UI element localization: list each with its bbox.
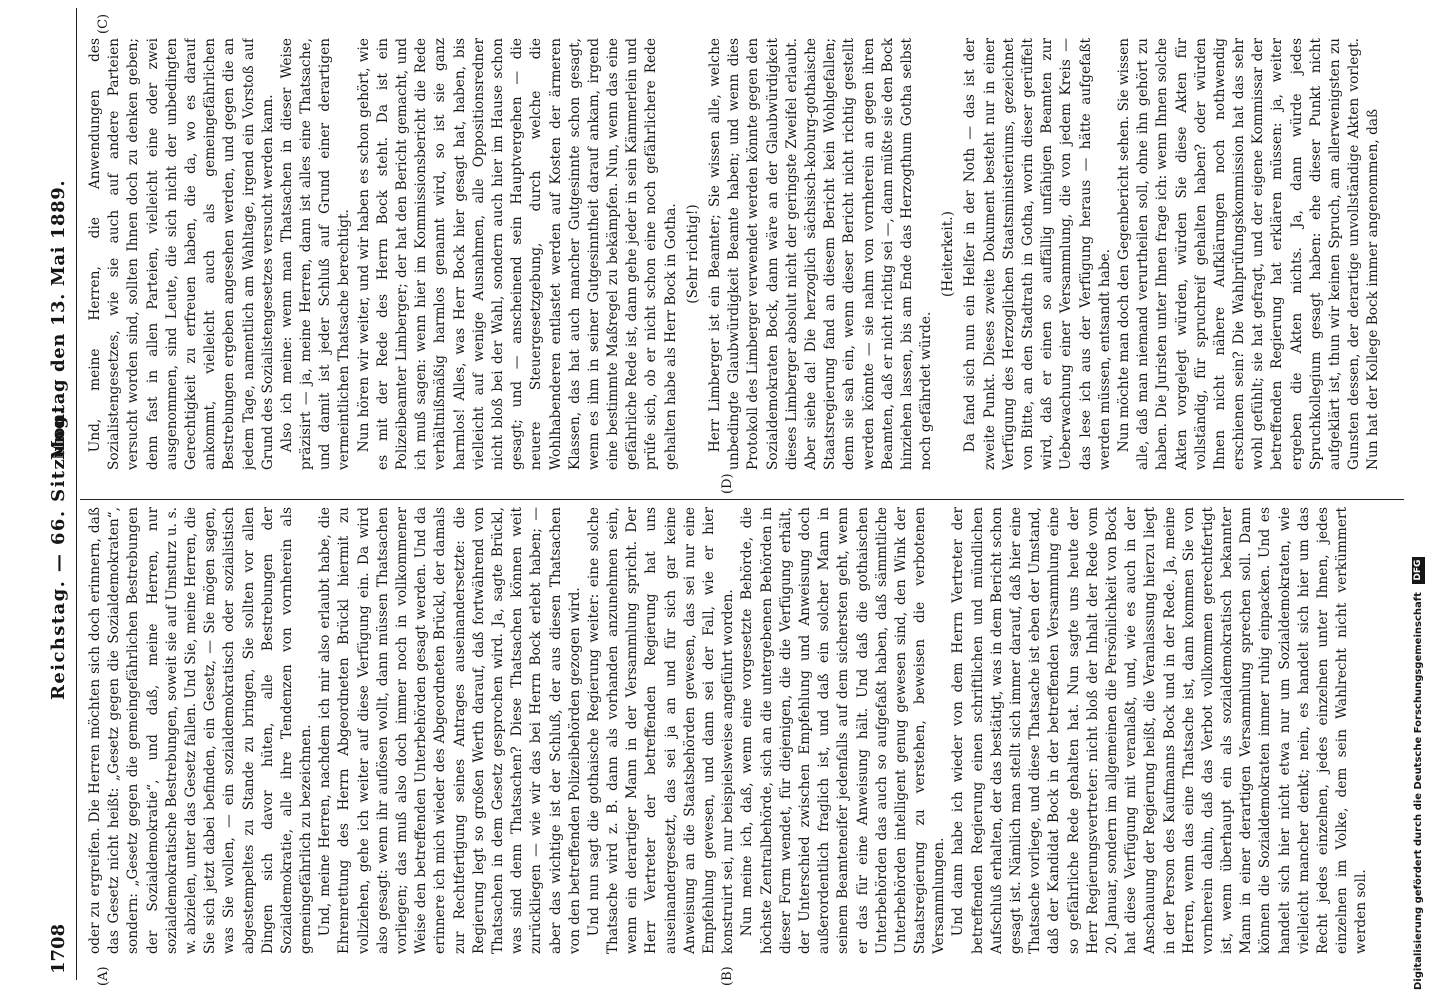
margin-mark-d: (D) bbox=[720, 473, 735, 494]
margin-mark-a: (A) bbox=[96, 966, 111, 986]
text-paragraph: Und, meine Herren, die Anwendungen des Sozialistengesetzes, wie sie auch auf andere Parteien versucht worden sind, sollten Ihnen doch zu denken geben; denn fast in allen Parteien, vielleicht eine oder zwei ausgenommen, sind Leute, die sich nicht der unbedingten Gerechtigkeit zu erfreuen haben, die da, wo es darauf ankommt, vielleicht auch als gemeingefährlichen Bestrebungen ergeben angesehen werden, und gegen die an jedem Tage, namentlich am Wahltage, irgend ein Vorstoß auf Grund des Sozialistengesetzes versucht werden kann. bbox=[87, 38, 276, 470]
text-paragraph: Nun hören wir weiter, und wir haben es schon gehört, wie es mit der Rede des Herrn Bock steht. Da ist ein Polizeibeamter Limberger; der hat den Bericht gemacht, und ich muß sagen: wenn hier im Kommissionsbericht die Rede verhältnißmäßig harmlos genannt wird, so ist sie ganz harmlos! Alles, was Herr Bock hier gesagt hat, haben, bis vielleicht auf wenige Ausnahmen, alle Oppositionsredner nicht bloß bei der Wahl, sondern auch hier im Hause schon gesagt; und — anscheinend sein Hauptvergehen — die neuere Steuergesetzgebung, durch welche die Wohlhabenderen entlastet werden auf Kosten der ärmeren Klassen, das hat auch mancher Gutgesinnte schon gesagt, wenn es ihm in seiner Gutgesinntheit darauf ankam, irgend eine bestimmte Maßregel zu bekämpfen. Nun, wenn das eine gefährliche Rede ist, dann gehe jeder in sein Kämmerlein und prüfe sich, ob er nicht schon eine noch gefährlichere Rede gehalten habe als Herr Bock in Gotha. bbox=[355, 38, 679, 470]
page-number: 1708 bbox=[48, 923, 69, 974]
dfg-credit bbox=[1411, 557, 1427, 990]
text-column-left bbox=[86, 507, 1404, 954]
text-paragraph: Nun möchte man doch den Gegenbericht sehen. Sie wissen alle, daß man niemand verurtheilen soll, ohne ihn gehört zu haben. Die Juristen unter Ihnen frage ich: wenn Ihnen solche Akten vorgelegt würden, würden Sie diese Akten für vollständig, für spruchreif gehalten haben? oder würden Ihnen nicht nähere Aufklärungen noch nothwendig erschienen sein? Die Wahlprüfungskommission hat das sehr wohl gefühlt; sie hat gefragt, und der eigene Kommissar der betreffenden Regierung hat erklären müssen: ja, weiter ergeben die Akten nichts. Ja, dann würde jedes Spruchkollegium gesagt haben: ehe dieser Punkt nicht aufgeklärt ist, thun wir keinen Spruch, am allerwenigsten zu Gunsten dessen, der derartige unvollständige Akten vorlegt. Nun hat der Kollege Bock immer angenommen, daß bbox=[1115, 38, 1382, 470]
session-date: Montag den 13. Mai 1889. bbox=[48, 179, 69, 460]
dfg-credit-text: Digitalisierung gefördert durch die Deutsche Forschungsgemeinschaft bbox=[1413, 592, 1424, 990]
margin-mark-b: (B) bbox=[720, 966, 735, 986]
text-paragraph: Also ich meine: wenn man Thatsachen in dieser Weise präzisirt — ja, meine Herren, dann ist alles eine Thatsache, und damit ist jeder Schluß auf Grund einer derartigen vermeintlichen Thatsache berechtigt. bbox=[278, 38, 353, 470]
text-paragraph: Herr Limberger ist ein Beamter; Sie wissen alle, welche unbedingte Glaubwürdigkeit Beamte haben; und wenn dies Protokoll des Limberger verwendet werden könnte gegen den Sozialdemokraten Bock, dann wäre an der Glaubwürdigkeit dieses Limberger absolut nicht der geringste Zweifel erlaubt. Aber siehe da! Die herzoglich sächsisch-koburg-gothaische Staatsregierung fand an diesem Bericht kein Wohlgefallen; denn sie sah ein, wenn dieser Bericht nicht richtig gestellt werden könnte — sie nahm von vornherein an gegen ihren Beamten, daß er nicht richtig sei —, dann müßte sie den Bock hinziehen lassen, bis am Ende das Herzogthum Gotha selbst noch gefährdet würde. bbox=[707, 38, 935, 470]
interjection-note: (Sehr richtig!) bbox=[684, 204, 701, 304]
session-title: Reichstag. — 66. Sitzung. bbox=[48, 407, 69, 700]
header-rule bbox=[76, 8, 77, 980]
margin-mark-c: (C) bbox=[96, 13, 111, 34]
column-divider bbox=[80, 499, 1404, 500]
dfg-logo: DFG bbox=[1412, 557, 1425, 584]
text-paragraph: Und nun sagt die gothaische Regierung weiter: eine solche Thatsache wird z. B. dann als vorhanden anzunehmen sein, wenn ein derartiger Mann in der Versammlung spricht. Der Herr Vertreter der betreffenden Regierung hat uns auseinandergesetzt, das sei ja an und für sich gar keine Anweisung an die Staatsbehörden gewesen, das sei nur eine Empfehlung gewesen, und dann sei der Fall, wie er hier konstruirt sei, nur beispielsweise angeführt worden. bbox=[585, 507, 737, 954]
text-paragraph: Und dann habe ich wieder von dem Herrn Vertreter der betreffenden Regierung einen schriftlichen und mündlichen Aufschluß erhalten, der das bestätigt, was in dem Bericht schon gesagt ist. Nämlich man stellt sich immer darauf, daß hier eine Thatsache vorliege, und diese Thatsache ist eben der Umstand, daß der Kandidat Bock in der betreffenden Versammlung eine so gefährliche Rede gehalten hat. Nun sagte uns heute der Herr Regierungsvertreter: nicht bloß der Inhalt der Rede vom 20. Januar, sondern im allgemeinen die Persönlichkeit von Bock hat diese Verfügung mit veranlaßt, und, wie es auch in der Anschauung der Regierung heißt, die Veranlassung hierzu liegt in der Person des Kaufmanns Bock und in der Rede. Ja, meine Herren, wenn das eine Thatsache ist, dann kommen Sie von vornherein dahin, daß das Verbot vollkommen gerechtfertigt ist, wenn überhaupt ein als sozialdemokratisch bekannter Mann in einer derartigen Versammlung sprechen soll. Dann können die Sozialdemokraten immer ruhig einpacken. Und es handelt sich hier nicht etwa nur um Sozialdemokraten, wie vielleicht mancher denkt; nein, es handelt sich hier um das Recht jedes einzelnen, jedes einzelnen unter Ihnen, jedes einzelnen im Volke, dem sein Wahlrecht nicht verkümmert werden soll. bbox=[950, 507, 1370, 954]
text-paragraph: Nun meine ich, daß, wenn eine vorgesetzte Behörde, die höchste Zentralbehörde, sich an die untergebenen Behörden in dieser Form wendet, für diejenigen, die die Verfügung erhält, der Unterschied zwischen Empfehlung und Anweisung doch außerordentlich fraglich ist, und daß ein solcher Mann in seinem Beamteneifer jedenfalls auf dem sichersten geht, wenn er das für eine Anweisung hält. Und daß die gothaischen Unterbehörden das auch so aufgefaßt haben, daß sämmtliche Unterbehörden intelligent genug gewesen sind, den Wink der Staatsregierung zu verstehen, beweisen die verbotenen Versammlungen. bbox=[739, 507, 948, 954]
text-paragraph: Da fand sich nun ein Helfer in der Noth — das ist der zweite Punkt. Dieses zweite Dokument besteht nur in einer Verfügung des Herzoglichen Staatsministeriums, gezeichnet von Bitte, an den Stadtrath in Gotha, worin dieser gerüffelt wird, daß er einen so auffällig unfähigen Beamten zur Ueberwachung einer Versammlung, die von jedem Kreis — das lese ich aus der Verfügung heraus — hätte aufgefaßt werden müssen, entsandt habe. bbox=[962, 38, 1113, 470]
text-column-right bbox=[86, 38, 1404, 470]
interjection-note: (Heiterkeit.) bbox=[940, 211, 957, 297]
text-paragraph: oder zu ergreifen. Die Herren möchten sich doch erinnern, daß das Gesetz nicht heißt: „Gesetz gegen die Sozialdemokraten“, sondern: „Gesetz gegen die gemeingefährlichen Bestrebungen der Sozialdemokratie“, und daß, meine Herren, nur sozialdemokratische Bestrebungen, soweit sie auf Umsturz u. s. w. abzielen, unter das Gesetz fallen. Und Sie, meine Herren, die Sie sich jetzt dabei befinden, ein Gesetz, — Sie mögen sagen, was Sie wollen, — ein sozialdemokratisch oder sozialistisch abgestempeltes zu Stande zu bringen, Sie sollten vor allen Dingen sich davor hüten, alle Bestrebungen der Sozialdemokratie, alle ihre Tendenzen von vornherein als gemeingefährlich zu bezeichnen. bbox=[87, 507, 315, 954]
text-paragraph: Und, meine Herren, nachdem ich mir also erlaubt habe, die Ehrenrettung des Herrn Abgeordneten Brückl hiermit zu vollziehen, gehe ich weiter auf diese Verfügung ein. Da wird also gesagt: wenn ihr auflösen wollt, dann müssen Thatsachen vorliegen; das muß also doch immer noch in vollkommener Weise den betreffenden Unterbehörden gesagt werden. Und da erinnere ich mich wieder des Abgeordneten Brückl, der damals zur Rechtfertigung seines Antrages auseinandersetzte: die Regierung legt so großen Werth darauf, daß fortwährend von Thatsachen in dem Gesetz gesprochen wird. Ja, sagte Brückl, was sind denn Thatsachen? Diese Thatsachen können weit zurückliegen — wie wir das bei Herrn Bock erlebt haben; — aber das wichtige ist der Schluß, der aus diesen Thatsachen von den betreffenden Polizeibehörden gezogen wird. bbox=[317, 507, 583, 954]
